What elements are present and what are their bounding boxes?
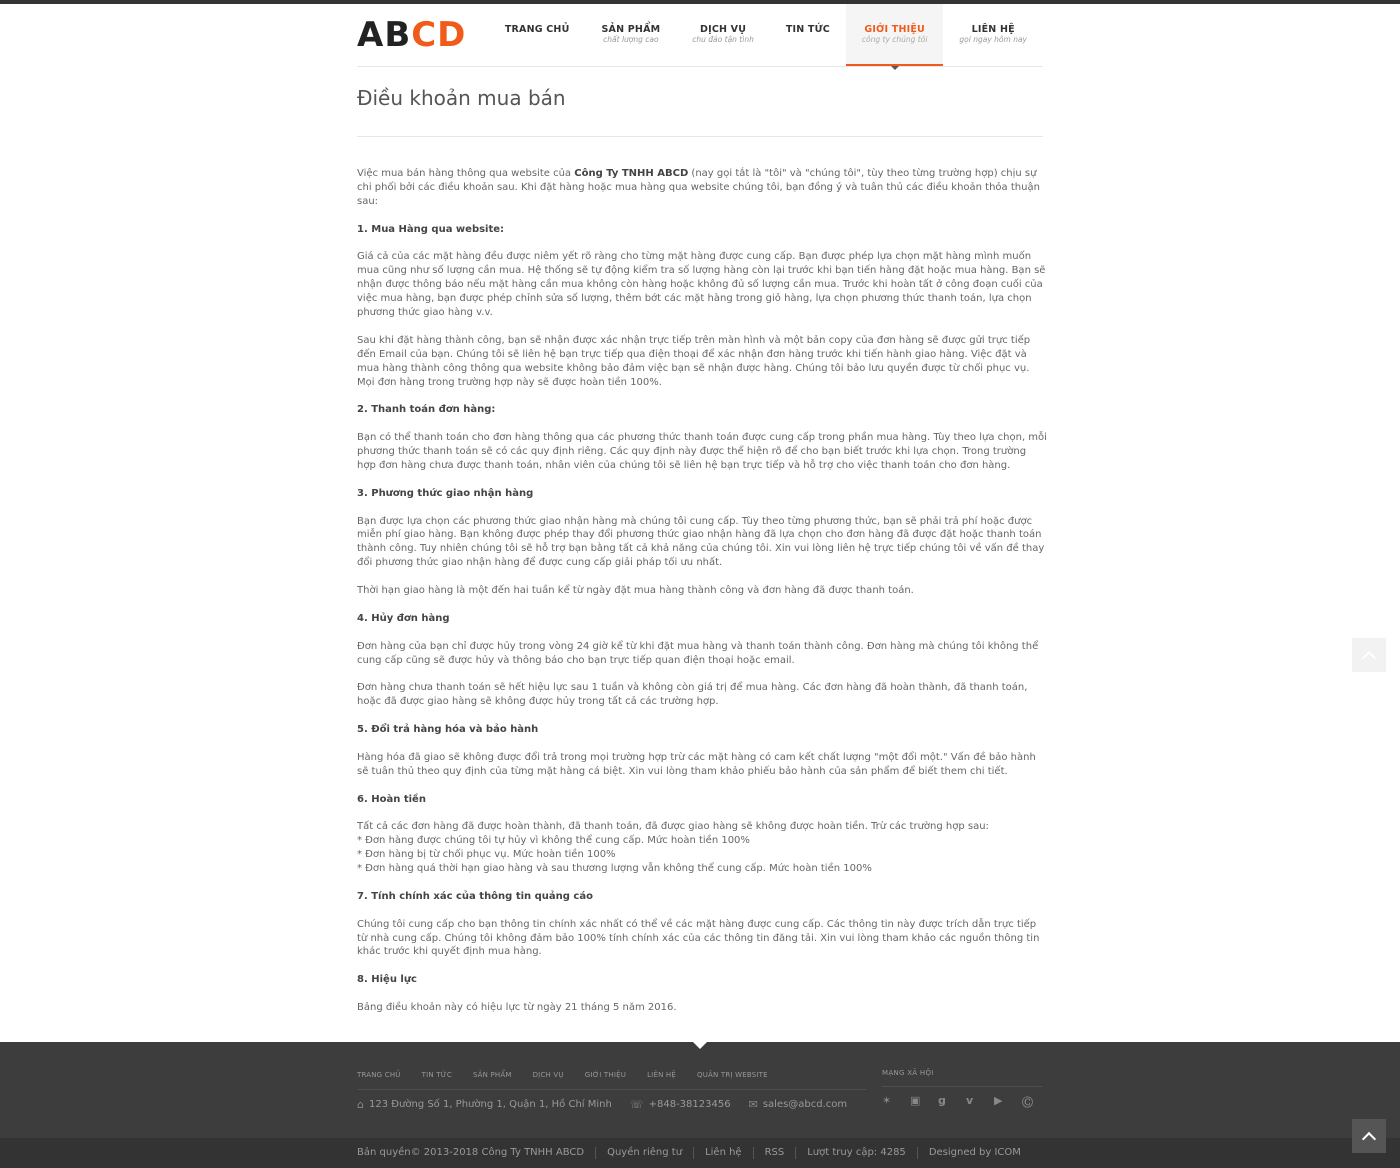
refund-item: * Đơn hàng quá thời hạn giao hàng và sau thương lượng vẫn không thể cung cấp. Mức hoàn tiền 100% (357, 863, 872, 875)
refund-item: * Đơn hàng bị từ chối phục vụ. Mức hoàn tiền 100% (357, 849, 616, 861)
designed-by-text: Designed by ICOM (917, 1147, 1032, 1159)
intro-text: Việc mua bán hàng thông qua website của (357, 168, 575, 179)
footer-link-services[interactable]: DỊCH VỤ (532, 1071, 564, 1079)
phone-icon: ☏ (629, 1098, 644, 1111)
nav-sublabel: công ty chúng tôi (861, 35, 928, 44)
skype-icon[interactable]: Ⓒ (1022, 1096, 1033, 1109)
chevron-up-icon (1362, 1131, 1376, 1145)
section-heading: 1. Mua Hàng qua website: (357, 223, 505, 235)
email-text[interactable]: sales@abcd.com (762, 1099, 848, 1110)
footer-link-news[interactable]: TIN TỨC (421, 1071, 452, 1079)
nav-item-about[interactable] (846, 4, 944, 66)
footer-link-admin[interactable]: QUẢN TRỊ WEBSITE (697, 1071, 768, 1079)
bottom-info (357, 1147, 1032, 1159)
social-icons (882, 1094, 1050, 1110)
nav-sublabel: chu đáo tận tình (692, 35, 754, 44)
google-plus-icon[interactable]: g (938, 1094, 946, 1107)
nav-label: LIÊN HỆ (971, 24, 1015, 35)
twitter-icon[interactable]: ✶ (882, 1094, 892, 1107)
footer-link-products[interactable]: SẢN PHẨM (472, 1071, 512, 1079)
youtube-icon[interactable]: ▶ (994, 1094, 1003, 1107)
nav-item-contact[interactable] (943, 4, 1043, 66)
address-text: 123 Đường Số 1, Phường 1, Quận 1, Hồ Chí Minh (368, 1099, 612, 1110)
scroll-to-top-button-footer[interactable] (1352, 1119, 1386, 1153)
intro-text: (nay gọi tắt là "tôi" và "chúng tôi", tùy theo từng trường hợp) chịu sự chi phối bởi các điều khoản sau. Khi đặt hàng hoặc mua hàng qua website chúng tôi, bạn đồng ý và tuân thủ các điều khoản thỏa thuận sau: (357, 168, 1040, 207)
scroll-to-top-button[interactable] (1352, 638, 1386, 672)
company-name: Công Ty TNHH ABCD (574, 168, 689, 179)
section-paragraph: Chúng tôi cung cấp cho bạn thông tin chính xác nhất có thể về các mặt hàng được cung cấp. Các thông tin này được trích dẫn trực tiếp từ nhà cung cấp. Chúng tôi không đảm bảo 100% tính chính xác của các thông tin đăng tải. Xin vui lòng tham khảo các nguồn thông tin khác trước khi quyết định mua hàng. (357, 918, 1040, 958)
social-divider (882, 1086, 1043, 1087)
nav-item-products[interactable] (586, 4, 677, 66)
privacy-link[interactable]: Quyền riêng tư (595, 1147, 693, 1159)
section-paragraph: Đơn hàng chưa thanh toán sẽ hết hiệu lực sau 1 tuần và không còn giá trị để mua hàng. Các đơn hàng đã hoàn thành, đã thanh toán, hoặc đã được giao hàng sẽ không được hủy trong tất cả các trường hợp. (357, 682, 1028, 708)
section-paragraph: Hàng hóa đã giao sẽ không được đổi trả trong mọi trường hợp trừ các mặt hàng có cam kết chất lượng "một đổi một." Vấn đề bảo hành sẽ tuân thủ theo quy định của từng mặt hàng cá biệt. Xin vui lòng tham khảo phiếu bảo hành của sản phẩm để biết them chi tiết. (357, 751, 1036, 777)
refund-list (357, 820, 1047, 876)
footer-nav (357, 1071, 867, 1090)
chevron-up-icon (1362, 650, 1376, 664)
section-heading: 2. Thanh toán đơn hàng: (357, 404, 496, 416)
nav-item-services[interactable] (676, 4, 770, 66)
facebook-icon[interactable]: ▣ (910, 1094, 921, 1107)
section-paragraph: Giá cả của các mặt hàng đều được niêm yết rõ ràng cho từng mặt hàng được cung cấp. Bạn được phép lựa chọn mặt hàng mình muốn mua cũng như số lượng cần mua. Hệ thống sẽ tự động kiểm tra số lượng hàng còn lại trước khi bạn tiến hàng đặt hoặc mua hàng. Bạn sẽ nhận được thông báo nếu mặt hàng cần mua không còn hàng hoặc không đủ số lượng cần mua. Trước khi hoàn tất ở công đoạn cuối của việc mua hàng, bạn được phép chỉnh sửa số lượng, thêm bớt các mặt hàng trong giỏ hàng, lựa chọn phương thức thanh toán, lựa chọn phương thức giao hàng v.v. (357, 251, 1046, 319)
nav-label: TIN TỨC (785, 24, 830, 35)
section-heading: 5. Đổi trả hàng hóa và bảo hành (357, 724, 539, 736)
title-divider (357, 136, 1043, 137)
page-title: Điều khoản mua bán (357, 86, 566, 110)
nav-item-news[interactable] (770, 4, 846, 66)
nav-label: GIỚI THIỆU (864, 24, 925, 35)
social-title: MẠNG XÃ HỘI (882, 1069, 934, 1077)
footer-notch (693, 1042, 707, 1049)
contact-link[interactable]: Liên hệ (693, 1147, 753, 1159)
refund-intro: Tất cả các đơn hàng đã được hoàn thành, đã thanh toán, đã được giao hàng sẽ không được hoàn tiền. Trừ các trường hợp sau: (357, 821, 989, 833)
footer-link-contact[interactable]: LIÊN HỆ (647, 1071, 677, 1079)
nav-item-home[interactable] (489, 4, 586, 66)
email-item[interactable] (749, 1098, 848, 1111)
nav-label: TRANG CHỦ (504, 24, 570, 35)
nav-sublabel: gọi ngay hôm nay (959, 35, 1027, 44)
main-nav (489, 4, 1043, 67)
section-paragraph: Thời hạn giao hàng là một đến hai tuần kể từ ngày đặt mua hàng thành công và đơn hàng đã được thanh toán. (357, 585, 914, 597)
copyright-text: Bản quyền© 2013-2018 Công Ty TNHH ABCD (357, 1147, 585, 1158)
section-paragraph: Bạn được lựa chọn các phương thức giao nhận hàng mà chúng tôi cung cấp. Tùy theo từng phương thức, bạn sẽ phải trả phí hoặc được miễn phí giao hàng. Bạn không được phép thay đổi phương thức giao nhận hàng đã lựa chọn cho đơn hàng đã được đặt hoặc thanh toán thành công. Tuy nhiên chúng tôi sẽ hỗ trợ bạn bằng tất cả khả năng của chúng tôi. Xin vui lòng liên hệ trực tiếp chúng tôi về vấn đề thay đổi phương thức giao nhận hàng để được cung cấp giải pháp tối ưu nhất. (357, 515, 1045, 569)
site-header (357, 4, 1043, 67)
site-footer (0, 1042, 1400, 1138)
envelope-icon: ✉ (748, 1098, 758, 1111)
footer-contact (357, 1098, 865, 1111)
phone-text: +848-38123456 (648, 1099, 731, 1110)
nav-sublabel: chất lượng cao (603, 35, 659, 44)
section-heading: 8. Hiệu lực (357, 974, 417, 986)
logo-part-cd: CD (411, 15, 467, 55)
section-heading: 7. Tính chính xác của thông tin quảng cáo (357, 890, 593, 902)
section-paragraph: Bảng điều khoản này có hiệu lực từ ngày 21 tháng 5 năm 2016. (357, 1002, 677, 1014)
nav-label: DỊCH VỤ (700, 24, 747, 35)
section-paragraph: Bạn có thể thanh toán cho đơn hàng thông qua các phương thức thanh toán được cung cấp trong phần mua hàng. Tùy theo lựa chọn, mỗi phương thức thanh toán sẽ có các quy định riêng. Các quy định này được thể hiện rõ để cho bạn biết trước khi lựa chọn. Trong trường hợp đơn hàng chưa được thanh toán, nhân viên của chúng tôi sẽ liên hệ bạn trực tiếp và hỗ trợ cho việc thanh toán cho đơn hàng. (357, 432, 1047, 471)
terms-content (357, 167, 1047, 1029)
home-icon: ⌂ (357, 1098, 364, 1111)
footer-link-about[interactable]: GIỚI THIỆU (584, 1071, 627, 1079)
logo-part-ab: AB (357, 15, 412, 55)
address-item (357, 1098, 612, 1111)
section-heading: 4. Hủy đơn hàng (357, 612, 450, 624)
nav-label: SẢN PHẨM (601, 24, 661, 35)
section-paragraph: Đơn hàng của bạn chỉ được hủy trong vòng 24 giờ kể từ khi đặt mua hàng và thanh toán thành công. Đơn hàng mà chúng tôi không thể cung cấp cũng sẽ được hủy và thông báo cho bạn trực tiếp quan điện thoại hoặc email. (357, 640, 1039, 666)
refund-item: * Đơn hàng được chúng tôi tự hủy vì không thể cung cấp. Mức hoàn tiền 100% (357, 835, 750, 847)
intro-paragraph (357, 167, 1047, 209)
vimeo-icon[interactable]: v (966, 1094, 974, 1107)
section-heading: 3. Phương thức giao nhận hàng (357, 487, 534, 499)
visit-counter: Lượt truy cập: 4285 (795, 1147, 917, 1159)
rss-link[interactable]: RSS (753, 1147, 796, 1159)
site-logo[interactable] (357, 15, 466, 55)
section-heading: 6. Hoàn tiền (357, 793, 426, 805)
footer-link-home[interactable]: TRANG CHỦ (357, 1071, 401, 1079)
phone-item (630, 1098, 731, 1111)
section-paragraph: Sau khi đặt hàng thành công, bạn sẽ nhận được xác nhận trực tiếp trên màn hình và một bản copy của đơn hàng sẽ được gửi trực tiếp đến Email của bạn. Chúng tôi sẽ liên hệ bạn trực tiếp qua điện thoại để xác nhận đơn hàng trước khi tiến hành giao hàng. Việc đặt và mua hàng thành công thông qua website không bảo đảm việc bạn sẽ nhận được hàng. Chúng tôi bảo lưu quyền được từ chối phục vụ. Mọi đơn hàng trong trường hợp này sẽ được hoàn tiền 100%. (357, 334, 1031, 388)
